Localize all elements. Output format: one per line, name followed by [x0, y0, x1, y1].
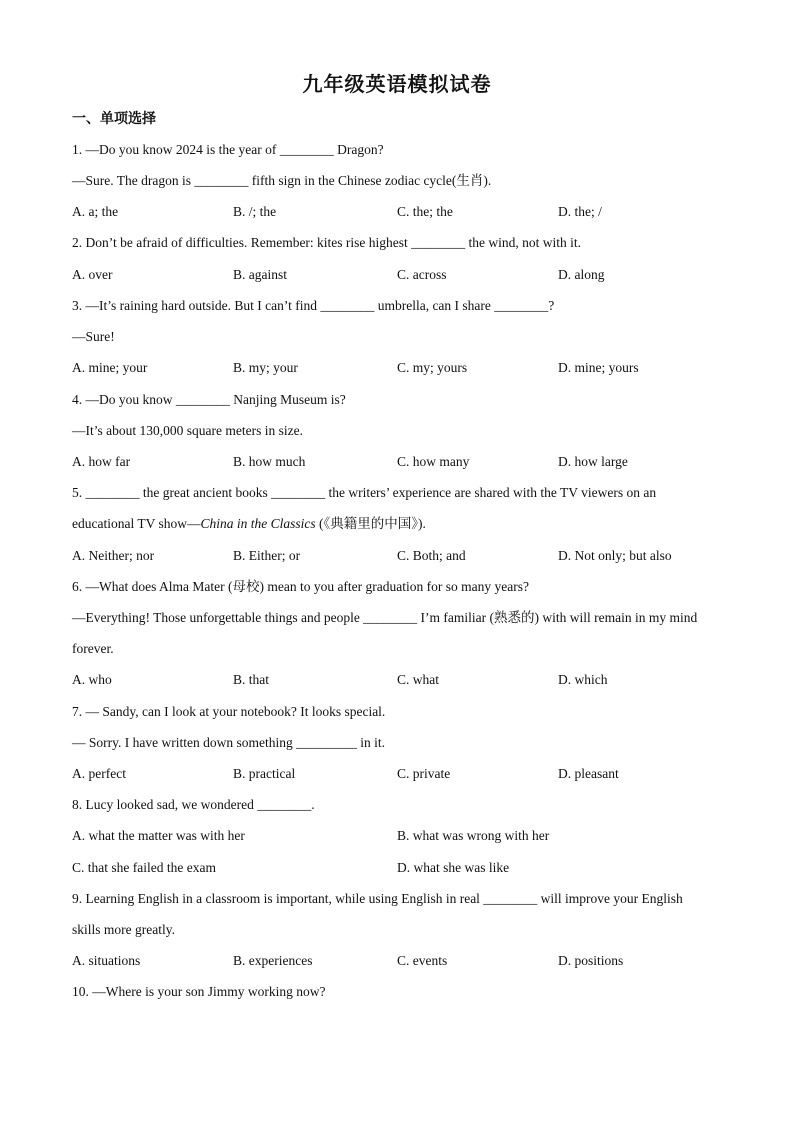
question-2-option-c: C. across: [397, 267, 447, 282]
question-6-stem-3: forever.: [72, 641, 114, 656]
question-6-option-b: B. that: [233, 672, 269, 687]
question-8-option-d: D. what she was like: [397, 860, 510, 875]
question-5-stem-2-tail: (《典籍里的中国》).: [315, 516, 426, 531]
question-9-option-b: B. experiences: [233, 953, 313, 968]
question-4-stem: 4. —Do you know ________ Nanjing Museum is?: [72, 392, 346, 407]
question-4-option-c: C. how many: [397, 454, 470, 469]
question-5-stem-2: [72, 514, 734, 534]
question-1-option-b: B. /; the: [233, 204, 277, 219]
question-3-option-d: D. mine; yours: [558, 360, 639, 375]
question-6-option-d: D. which: [558, 672, 608, 687]
question-8-option-b: B. what was wrong with her: [397, 828, 550, 843]
question-5-option-b: B. Either; or: [233, 548, 301, 563]
question-3-option-c: C. my; yours: [397, 360, 468, 375]
question-2-stem: 2. Don’t be afraid of difficulties. Remember: kites rise highest ________ the wind, not with it.: [72, 235, 582, 250]
question-3-option-a: A. mine; your: [72, 360, 148, 375]
question-3-stem-2: —Sure!: [72, 329, 115, 344]
question-1-stem: 1. —Do you know 2024 is the year of ________ Dragon?: [72, 142, 384, 157]
question-6-stem-2: —Everything! Those unforgettable things and people ________ I’m familiar (熟悉的) with will remain in my mind: [72, 610, 698, 625]
question-10-stem: 10. —Where is your son Jimmy working now?: [72, 984, 326, 999]
section-heading: 一、单项选择: [72, 111, 156, 127]
question-4-option-a: A. how far: [72, 454, 131, 469]
question-4-option-d: D. how large: [558, 454, 628, 469]
question-4-option-b: B. how much: [233, 454, 306, 469]
question-5-option-a: A. Neither; nor: [72, 548, 155, 563]
question-7-stem: 7. — Sandy, can I look at your notebook? It looks special.: [72, 704, 386, 719]
question-1-option-d: D. the; /: [558, 204, 602, 219]
question-5-stem-2-lead: educational TV show—: [72, 516, 201, 531]
question-9-option-d: D. positions: [558, 953, 624, 968]
question-8-stem: 8. Lucy looked sad, we wondered ________.: [72, 797, 315, 812]
question-7-option-c: C. private: [397, 766, 451, 781]
question-2-option-d: D. along: [558, 267, 605, 282]
question-9-option-c: C. events: [397, 953, 448, 968]
question-8-option-c: C. that she failed the exam: [72, 860, 216, 875]
question-1-stem-2: —Sure. The dragon is ________ fifth sign in the Chinese zodiac cycle(生肖).: [72, 173, 492, 188]
question-7-stem-2: — Sorry. I have written down something _________ in it.: [72, 735, 385, 750]
question-9-stem-2: skills more greatly.: [72, 922, 175, 937]
question-6-option-a: A. who: [72, 672, 112, 687]
question-1-option-a: A. a; the: [72, 204, 119, 219]
show-title: China in the Classics: [200, 516, 316, 531]
question-5-stem: 5. ________ the great ancient books ________ the writers’ experience are shared with the TV viewers on an: [72, 485, 657, 500]
question-2-option-a: A. over: [72, 267, 113, 282]
question-7-option-a: A. perfect: [72, 766, 126, 781]
question-1-option-c: C. the; the: [397, 204, 453, 219]
question-9-stem: 9. Learning English in a classroom is important, while using English in real ________ will improve your English: [72, 891, 683, 906]
question-7-option-d: D. pleasant: [558, 766, 619, 781]
question-3-stem: 3. —It’s raining hard outside. But I can’t find ________ umbrella, can I share ________?: [72, 298, 555, 313]
question-6-option-c: C. what: [397, 672, 439, 687]
question-3-option-b: B. my; your: [233, 360, 298, 375]
question-9-option-a: A. situations: [72, 953, 141, 968]
question-5-option-c: C. Both; and: [397, 548, 466, 563]
question-4-stem-2: —It’s about 130,000 square meters in size.: [72, 423, 303, 438]
question-6-stem: 6. —What does Alma Mater (母校) mean to you after graduation for so many years?: [72, 579, 529, 594]
question-5-option-d: D. Not only; but also: [558, 548, 672, 563]
question-8-option-a: A. what the matter was with her: [72, 828, 245, 843]
question-2-option-b: B. against: [233, 267, 287, 282]
page-title: 九年级英语模拟试卷: [302, 72, 492, 96]
question-7-option-b: B. practical: [233, 766, 296, 781]
